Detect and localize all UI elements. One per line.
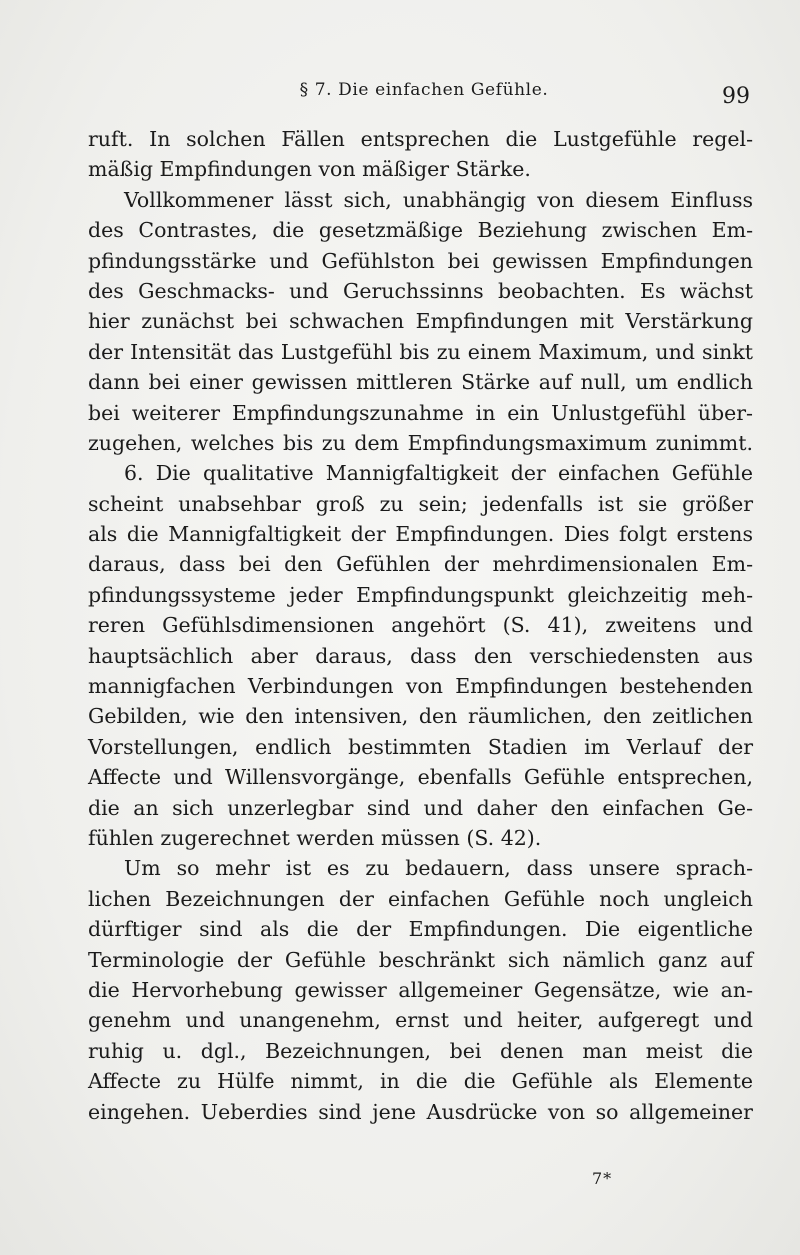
text-line: ruft. In solchen Fällen entsprechen die Lustgefühle regel- (88, 127, 753, 151)
text-line: pfindungsstärke und Gefühlston bei gewissen Empfindungen (88, 248, 753, 273)
text-line: mannigfachen Verbindungen von Empfindungen bestehenden (88, 674, 753, 699)
text-line: genehm und unangenehm, ernst und heiter, aufgeregt und (88, 1008, 753, 1033)
signature-mark: 7* (592, 1169, 613, 1188)
text-line: scheint unabsehbar groß zu sein; jedenfalls ist sie größer (88, 491, 753, 516)
text-line: ruhig u. dgl., Bezeichnungen, bei denen man meist die (88, 1038, 753, 1063)
text-line: Affecte und Willensvorgänge, ebenfalls Gefühle entsprechen, (88, 765, 753, 790)
text-line: mäßig Empfindungen von mäßiger Stärke. (88, 157, 531, 182)
text-line: 6. Die qualitative Mannigfaltigkeit der einfachen Gefühle (124, 461, 753, 486)
text-line: dürftiger sind als die der Empfindungen. Die eigentliche (88, 917, 753, 942)
text-line: hauptsächlich aber daraus, dass den verschiedensten aus (88, 643, 753, 668)
text-line: des Contrastes, die gesetzmäßige Beziehung zwischen Em- (88, 218, 753, 243)
text-line: fühlen zugerechnet werden müssen (S. 42). (88, 825, 542, 850)
running-head: § 7. Die einfachen Gefühle. (299, 80, 549, 100)
text-line: lichen Bezeichnungen der einfachen Gefühle noch ungleich (88, 886, 753, 911)
text-line: pfindungssysteme jeder Empfindungspunkt gleichzeitig meh- (88, 582, 753, 607)
page-header (88, 76, 760, 112)
page-number: 99 (722, 84, 750, 109)
text-line: Terminologie der Gefühle beschränkt sich nämlich ganz auf (88, 947, 753, 972)
text-line: eingehen. Ueberdies sind jene Ausdrücke von so allgemeiner (88, 1099, 753, 1124)
text-line: Affecte zu Hülfe nimmt, in die die Gefühle als Elemente (88, 1069, 753, 1094)
text-line: reren Gefühlsdimensionen angehört (S. 41), zweitens und (88, 613, 753, 638)
text-line: die an sich unzerlegbar sind und daher den einfachen Ge- (88, 795, 753, 820)
text-line: Gebilden, wie den intensiven, den räumlichen, den zeitlichen (88, 704, 753, 729)
body-text (88, 124, 753, 1127)
text-line: des Geschmacks- und Geruchssinns beobachten. Es wächst (88, 278, 753, 303)
text-line: der Intensität das Lustgefühl bis zu einem Maximum, und sinkt (88, 339, 753, 364)
text-line: hier zunächst bei schwachen Empfindungen mit Verstärkung (88, 309, 753, 334)
text-line: die Hervorhebung gewisser allgemeiner Gegensätze, wie an- (88, 977, 753, 1002)
text-line: Vollkommener lässt sich, unabhängig von diesem Einfluss (124, 187, 753, 212)
text-line: bei weiterer Empfindungszunahme in ein Unlustgefühl über- (88, 400, 753, 425)
text-line: zugehen, welches bis zu dem Empfindungsmaximum zunimmt. (88, 430, 753, 455)
text-line: Vorstellungen, endlich bestimmten Stadien im Verlauf der (88, 734, 753, 759)
text-line: als die Mannigfaltigkeit der Empfindungen. Dies folgt erstens (88, 522, 753, 547)
text-line: daraus, dass bei den Gefühlen der mehrdimensionalen Em- (88, 552, 753, 577)
text-line: dann bei einer gewissen mittleren Stärke auf null, um endlich (88, 370, 753, 395)
text-line: Um so mehr ist es zu bedauern, dass unsere sprach- (124, 856, 753, 881)
